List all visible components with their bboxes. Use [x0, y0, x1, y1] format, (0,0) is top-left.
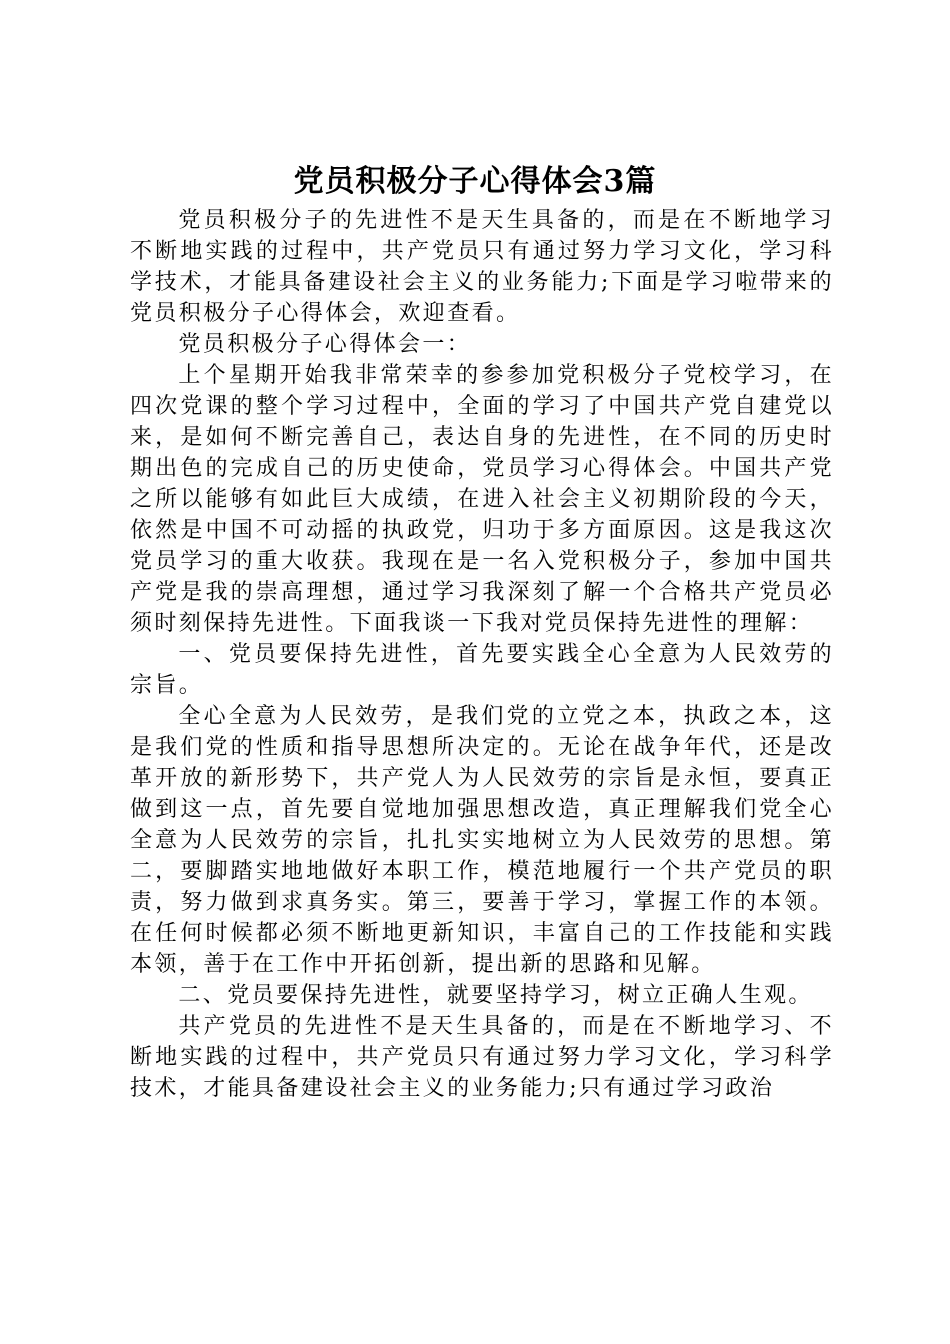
paragraph-section-two: 二、党员要保持先进性，就要坚持学习，树立正确人生观。	[178, 983, 813, 1008]
paragraph: 全心全意为人民效劳，是我们党的立党之本，执政之本，这是我们党的性质和指导思想所决定的。无论在战争年代，还是改革开放的新形势下，共产党人为人民效劳的宗旨是永恒，要真正做到这一点，首先要自觉地加强思想改造，真正理解我们党全心全意为人民效劳的宗旨，扎扎实实地树立为人民效劳的思想。第二，要脚踏实地地做好本职工作，模范地履行一个共产党员的职责，努力做到求真务实。第三，要善于学习，掌握工作的本领。在任何时候都必须不断地更新知识，丰富自己的工作技能和实践本领，善于在工作中开拓创新，提出新的思路和见解。	[130, 704, 834, 977]
document-body	[130, 205, 834, 1104]
paragraph-heading-one: 党员积极分子心得体会一：	[178, 332, 472, 357]
document-title: 党员积极分子心得体会3篇	[293, 164, 657, 199]
paragraph-intro: 党员积极分子的先进性不是天生具备的，而是在不断地学习不断地实践的过程中，共产党员只有通过努力学习文化，学习科学技术，才能具备建设社会主义的业务能力;下面是学习啦带来的党员积极分子心得体会，欢迎查看。	[130, 208, 834, 326]
paragraph: 共产党员的先进性不是天生具备的，而是在不断地学习、不断地实践的过程中，共产党员只有通过努力学习文化，学习科学技术，才能具备建设社会主义的业务能力;只有通过学习政治	[130, 1014, 834, 1101]
paragraph: 上个星期开始我非常荣幸的参参加党积极分子党校学习，在四次党课的整个学习过程中，全面的学习了中国共产党自建党以来，是如何不断完善自己，表达自身的先进性，在不同的历史时期出色的完成自己的历史使命，党员学习心得体会。中国共产党之所以能够有如此巨大成绩，在进入社会主义初期阶段的今天，依然是中国不可动摇的执政党，归功于多方面原因。这是我这次党员学习的重大收获。我现在是一名入党积极分子，参加中国共产党是我的崇高理想，通过学习我深刻了解一个合格共产党员必须时刻保持先进性。下面我谈一下我对党员保持先进性的理解：	[130, 363, 834, 636]
paragraph-section-one: 一、党员要保持先进性，首先要实践全心全意为人民效劳的宗旨。	[130, 642, 834, 698]
